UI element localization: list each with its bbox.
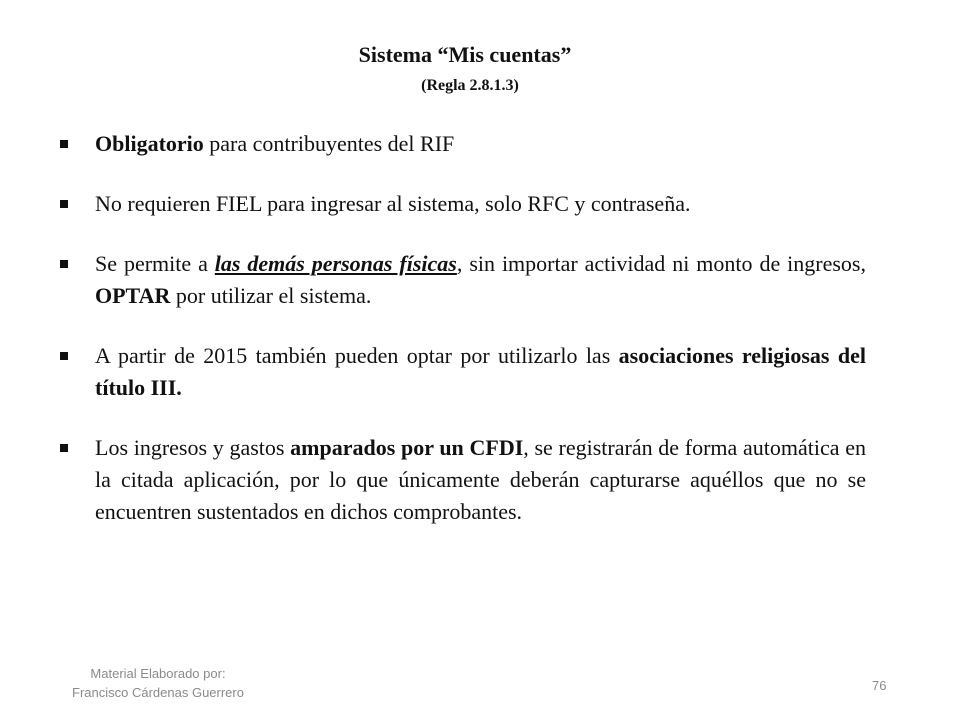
square-bullet-icon: [60, 352, 68, 360]
bullet-text-pre: Se permite a: [95, 251, 215, 276]
bullet-item-obligatorio: [60, 128, 866, 160]
bullet-list: [60, 128, 866, 556]
bullet-emphasis: las demás personas físicas: [214, 251, 457, 276]
bullet-text: No requieren FIEL para ingresar al sistema, solo RFC y contraseña.: [95, 191, 691, 216]
footer-author: [48, 664, 268, 702]
square-bullet-icon: [60, 200, 68, 208]
footer-author-line1: Material Elaborado por:: [90, 666, 226, 681]
slide-title: Sistema “Mis cuentas”: [358, 42, 572, 67]
bullet-bold: asociaciones religiosas del título III.: [95, 343, 866, 400]
square-bullet-icon: [60, 444, 68, 452]
bullet-text-pre: Los ingresos y gastos: [95, 435, 291, 460]
bullet-text-post: , se registrarán de forma automática en la citada aplicación, por lo que únicamente deberán capturarse aquéllos que no se encuentren sustentados en dichos comprobantes.: [95, 435, 866, 524]
bullet-item-fiel: [60, 188, 866, 220]
bullet-text-pre: A partir de 2015 también pueden optar por utilizarlo las: [95, 343, 619, 368]
slide-subtitle: (Regla 2.8.1.3): [421, 77, 519, 94]
bullet-bold: amparados por un CFDI: [290, 435, 524, 460]
bullet-item-cfdi: [60, 432, 866, 528]
bullet-item-personas-fisicas: [60, 248, 866, 312]
bullet-text-post: por utilizar el sistema.: [170, 283, 372, 308]
page-number: 76: [872, 678, 887, 693]
bullet-bold-lead: Obligatorio: [95, 131, 204, 156]
footer-author-line2: Francisco Cárdenas Guerrero: [72, 685, 244, 700]
bullet-bold: OPTAR: [95, 283, 171, 308]
square-bullet-icon: [60, 260, 68, 268]
square-bullet-icon: [60, 140, 68, 148]
bullet-text: para contribuyentes del RIF: [203, 131, 455, 156]
bullet-item-asociaciones: [60, 340, 866, 404]
bullet-text-mid: , sin importar actividad ni monto de ingresos,: [456, 251, 866, 276]
